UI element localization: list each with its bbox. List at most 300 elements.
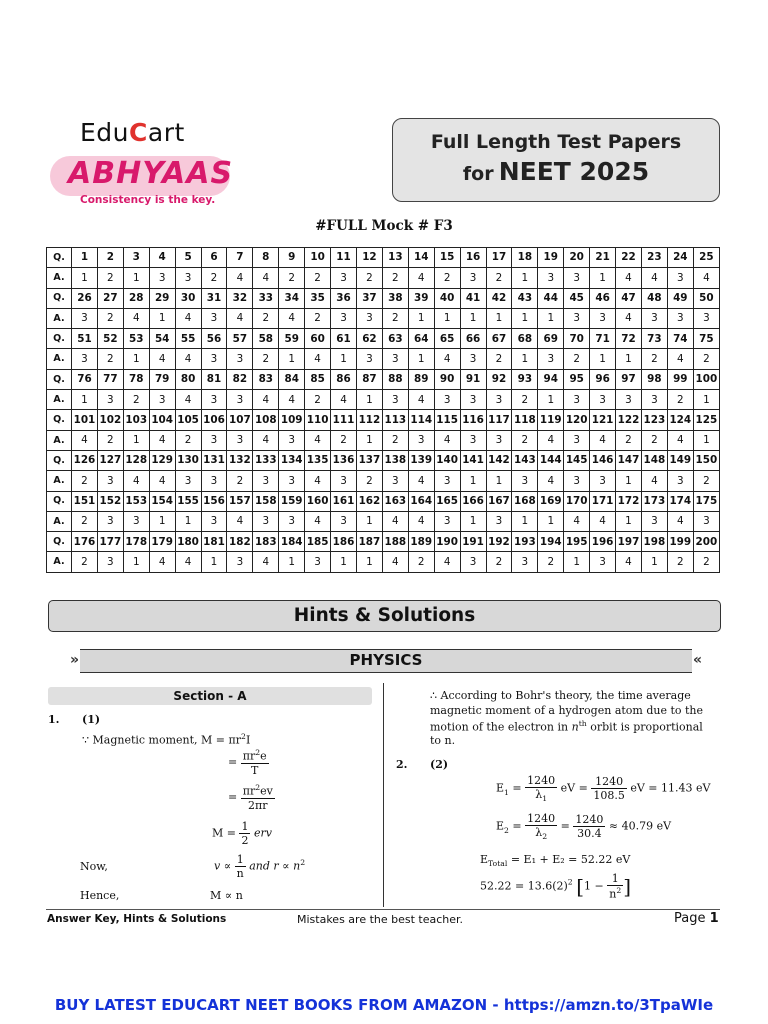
question-number-cell: 107 [227, 410, 253, 430]
q1-result: M ∝ n [210, 889, 243, 902]
answer-cell: 2 [434, 268, 460, 288]
question-number-cell: 61 [331, 329, 357, 349]
answer-cell: 4 [382, 552, 408, 572]
question-number-cell: 23 [641, 248, 667, 268]
question-number-cell: 56 [201, 329, 227, 349]
question-number-cell: 38 [382, 288, 408, 308]
answer-cell: 3 [253, 511, 279, 531]
question-number-cell: 197 [616, 532, 642, 552]
question-number-cell: 26 [72, 288, 98, 308]
answer-key-table [46, 247, 720, 573]
answer-cell: 4 [667, 511, 693, 531]
question-number-cell: 92 [486, 369, 512, 389]
question-number-cell: 160 [305, 491, 331, 511]
question-number-cell: 189 [408, 532, 434, 552]
answer-cell: 3 [538, 349, 564, 369]
question-number-cell: 191 [460, 532, 486, 552]
question-number-cell: 80 [175, 369, 201, 389]
question-number-cell: 162 [356, 491, 382, 511]
question-number-cell: 155 [175, 491, 201, 511]
answer-cell: 4 [253, 430, 279, 450]
answer-cell: 1 [538, 390, 564, 410]
hints-solutions-heading: Hints & Solutions [48, 600, 721, 632]
answer-cell: 4 [616, 268, 642, 288]
question-number-cell: 30 [175, 288, 201, 308]
question-number-cell: 135 [305, 450, 331, 470]
answer-cell: 3 [201, 511, 227, 531]
question-number-cell: 45 [564, 288, 590, 308]
question-number-cell: 36 [331, 288, 357, 308]
title-for: for [462, 163, 494, 185]
question-number-cell: 115 [434, 410, 460, 430]
answer-cell: 1 [641, 552, 667, 572]
question-number-cell: 123 [641, 410, 667, 430]
answer-cell: 2 [97, 308, 123, 328]
answer-cell: 3 [408, 430, 434, 450]
answer-cell: 3 [72, 308, 98, 328]
answer-cell: 1 [175, 511, 201, 531]
answer-cell: 1 [123, 552, 149, 572]
answer-cell: 4 [641, 471, 667, 491]
answer-cell: 3 [97, 511, 123, 531]
a-label-cell: A. [47, 308, 72, 328]
question-number-cell: 6 [201, 248, 227, 268]
question-number-cell: 4 [149, 248, 175, 268]
answer-cell: 3 [382, 390, 408, 410]
answer-cell: 2 [227, 471, 253, 491]
abhyaas-brand: ABHYAAS [68, 156, 234, 191]
question-number-cell: 88 [382, 369, 408, 389]
answer-cell: 3 [123, 511, 149, 531]
answer-cell: 3 [693, 511, 719, 531]
question-number-cell: 78 [123, 369, 149, 389]
answer-cell: 2 [97, 430, 123, 450]
question-number-cell: 62 [356, 329, 382, 349]
answer-row [47, 308, 720, 328]
answer-cell: 3 [356, 349, 382, 369]
answer-cell: 1 [512, 308, 538, 328]
question-number-cell: 11 [331, 248, 357, 268]
question-number-cell: 126 [72, 450, 98, 470]
question-number-cell: 40 [434, 288, 460, 308]
answer-cell: 4 [149, 430, 175, 450]
question-number-cell: 69 [538, 329, 564, 349]
right-line1: ∴ According to Bohr's theory, the time average [430, 689, 691, 702]
answer-cell: 3 [201, 308, 227, 328]
question-number-cell: 168 [512, 491, 538, 511]
answer-cell: 4 [149, 471, 175, 491]
question-number-cell: 119 [538, 410, 564, 430]
question-number-cell: 9 [279, 248, 305, 268]
question-number-cell: 136 [331, 450, 357, 470]
educart-wordmark: EduCart [80, 118, 185, 147]
question-number-row [47, 329, 720, 349]
question-number-row [47, 532, 720, 552]
question-number-cell: 190 [434, 532, 460, 552]
answer-cell: 4 [149, 349, 175, 369]
answer-cell: 4 [408, 511, 434, 531]
question-number-cell: 15 [434, 248, 460, 268]
question-number-cell: 153 [123, 491, 149, 511]
answer-cell: 3 [486, 430, 512, 450]
answer-cell: 4 [408, 390, 434, 410]
answer-cell: 4 [175, 390, 201, 410]
question-number-cell: 70 [564, 329, 590, 349]
question-number-cell: 10 [305, 248, 331, 268]
a-label-cell: A. [47, 268, 72, 288]
answer-cell: 2 [175, 430, 201, 450]
answer-cell: 3 [460, 430, 486, 450]
answer-cell: 3 [667, 308, 693, 328]
answer-cell: 3 [72, 349, 98, 369]
answer-cell: 1 [693, 430, 719, 450]
answer-cell: 2 [97, 349, 123, 369]
question-number-cell: 76 [72, 369, 98, 389]
answer-cell: 3 [667, 471, 693, 491]
question-number-cell: 46 [590, 288, 616, 308]
answer-cell: 1 [149, 308, 175, 328]
answer-cell: 2 [408, 552, 434, 572]
question-number-cell: 91 [460, 369, 486, 389]
answer-cell: 3 [564, 471, 590, 491]
answer-cell: 4 [538, 430, 564, 450]
right-line4: to n. [430, 734, 456, 747]
answer-cell: 2 [616, 430, 642, 450]
answer-cell: 3 [382, 349, 408, 369]
right-line3: motion of the electron in $n^{th}$ orbit is proportional [430, 719, 703, 734]
question-number-cell: 183 [253, 532, 279, 552]
answer-cell: 4 [305, 511, 331, 531]
question-number-cell: 133 [253, 450, 279, 470]
answer-cell: 1 [616, 511, 642, 531]
question-number-cell: 171 [590, 491, 616, 511]
answer-cell: 3 [201, 349, 227, 369]
q2-number: 2. [396, 758, 408, 771]
answer-cell: 3 [305, 552, 331, 572]
answer-cell: 4 [434, 552, 460, 572]
question-number-cell: 97 [616, 369, 642, 389]
answer-cell: 1 [331, 349, 357, 369]
answer-cell: 1 [538, 308, 564, 328]
question-number-cell: 8 [253, 248, 279, 268]
question-number-cell: 3 [123, 248, 149, 268]
answer-cell: 3 [641, 511, 667, 531]
answer-row [47, 552, 720, 572]
answer-cell: 1 [512, 268, 538, 288]
question-number-row [47, 369, 720, 389]
q-label-cell: Q. [47, 410, 72, 430]
q2-answer: (2) [430, 758, 449, 771]
a-label-cell: A. [47, 511, 72, 531]
answer-row [47, 511, 720, 531]
answer-cell: 2 [356, 268, 382, 288]
answer-cell: 2 [667, 552, 693, 572]
answer-cell: 4 [123, 308, 149, 328]
question-number-cell: 200 [693, 532, 719, 552]
answer-cell: 1 [356, 390, 382, 410]
question-number-cell: 143 [512, 450, 538, 470]
answer-cell: 4 [227, 268, 253, 288]
title-line1: Full Length Test Papers [430, 131, 682, 153]
answer-cell: 3 [201, 390, 227, 410]
question-number-row [47, 491, 720, 511]
question-number-cell: 2 [97, 248, 123, 268]
question-number-cell: 111 [331, 410, 357, 430]
question-number-cell: 174 [667, 491, 693, 511]
answer-cell: 2 [382, 268, 408, 288]
answer-cell: 3 [460, 552, 486, 572]
question-number-cell: 109 [279, 410, 305, 430]
answer-cell: 4 [227, 308, 253, 328]
question-number-cell: 54 [149, 329, 175, 349]
right-line2: magnetic moment of a hydrogen atom due to the [430, 704, 704, 717]
answer-cell: 3 [641, 308, 667, 328]
question-number-cell: 37 [356, 288, 382, 308]
question-number-cell: 28 [123, 288, 149, 308]
question-number-cell: 50 [693, 288, 719, 308]
question-number-cell: 41 [460, 288, 486, 308]
answer-cell: 2 [641, 349, 667, 369]
logo-tagline: Consistency is the key. [80, 194, 216, 206]
answer-cell: 1 [460, 308, 486, 328]
answer-cell: 3 [564, 268, 590, 288]
question-number-cell: 84 [279, 369, 305, 389]
answer-cell: 3 [564, 308, 590, 328]
answer-cell: 3 [512, 471, 538, 491]
question-number-cell: 22 [616, 248, 642, 268]
question-number-cell: 47 [616, 288, 642, 308]
answer-cell: 1 [564, 552, 590, 572]
answer-cell: 4 [253, 268, 279, 288]
question-number-cell: 60 [305, 329, 331, 349]
a-label-cell: A. [47, 471, 72, 491]
answer-cell: 2 [667, 390, 693, 410]
question-number-cell: 7 [227, 248, 253, 268]
question-number-cell: 140 [434, 450, 460, 470]
question-number-cell: 147 [616, 450, 642, 470]
question-number-cell: 96 [590, 369, 616, 389]
question-number-cell: 120 [564, 410, 590, 430]
answer-cell: 1 [408, 308, 434, 328]
footer-left: Answer Key, Hints & Solutions [47, 913, 227, 925]
answer-cell: 3 [434, 390, 460, 410]
question-number-cell: 113 [382, 410, 408, 430]
q2-e1: $E_1$ = $\frac{1240}{\lambda_1}$ eV = $\frac{1240}{108.5}$ eV = 11.43 eV [496, 774, 711, 804]
answer-cell: 2 [253, 308, 279, 328]
q1-hence: Hence, [80, 889, 120, 902]
question-number-cell: 145 [564, 450, 590, 470]
answer-cell: 4 [253, 552, 279, 572]
answer-cell: 3 [538, 268, 564, 288]
answer-cell: 1 [512, 349, 538, 369]
answer-cell: 4 [123, 471, 149, 491]
question-number-cell: 19 [538, 248, 564, 268]
answer-cell: 3 [253, 471, 279, 491]
answer-row [47, 268, 720, 288]
footer-motto: Mistakes are the best teacher. [297, 913, 464, 926]
answer-cell: 1 [123, 268, 149, 288]
question-number-cell: 20 [564, 248, 590, 268]
answer-cell: 1 [279, 552, 305, 572]
question-number-cell: 86 [331, 369, 357, 389]
answer-cell: 3 [382, 471, 408, 491]
question-number-cell: 53 [123, 329, 149, 349]
a-label-cell: A. [47, 349, 72, 369]
question-number-cell: 152 [97, 491, 123, 511]
question-number-cell: 1 [72, 248, 98, 268]
answer-cell: 4 [279, 308, 305, 328]
answer-cell: 3 [227, 390, 253, 410]
answer-cell: 4 [279, 390, 305, 410]
question-number-cell: 102 [97, 410, 123, 430]
question-number-cell: 148 [641, 450, 667, 470]
answer-cell: 1 [460, 511, 486, 531]
physics-banner [72, 647, 700, 673]
answer-cell: 3 [590, 390, 616, 410]
question-number-cell: 48 [641, 288, 667, 308]
question-number-cell: 124 [667, 410, 693, 430]
question-number-cell: 98 [641, 369, 667, 389]
question-number-cell: 12 [356, 248, 382, 268]
question-number-cell: 17 [486, 248, 512, 268]
question-number-cell: 90 [434, 369, 460, 389]
answer-cell: 3 [590, 471, 616, 491]
answer-cell: 4 [538, 471, 564, 491]
q-label-cell: Q. [47, 450, 72, 470]
answer-cell: 4 [305, 471, 331, 491]
question-number-cell: 172 [616, 491, 642, 511]
answer-key-body [47, 248, 720, 573]
answer-cell: 4 [408, 471, 434, 491]
question-number-cell: 166 [460, 491, 486, 511]
q2-etotal: $E_{Total} = E_1 + E_2 = 52.22$ eV [480, 853, 631, 869]
answer-cell: 4 [590, 511, 616, 531]
question-number-cell: 79 [149, 369, 175, 389]
answer-cell: 3 [564, 430, 590, 450]
answer-cell: 3 [227, 349, 253, 369]
answer-cell: 3 [331, 471, 357, 491]
question-number-cell: 29 [149, 288, 175, 308]
question-number-cell: 110 [305, 410, 331, 430]
buy-books-link[interactable]: BUY LATEST EDUCART NEET BOOKS FROM AMAZON - https://amzn.to/3TpaWIe [54, 996, 714, 1014]
answer-cell: 3 [356, 308, 382, 328]
question-number-cell: 199 [667, 532, 693, 552]
answer-cell: 4 [667, 349, 693, 369]
question-number-cell: 83 [253, 369, 279, 389]
question-number-cell: 176 [72, 532, 98, 552]
answer-cell: 1 [434, 308, 460, 328]
mock-title: #FULL Mock # F3 [315, 218, 453, 234]
answer-cell: 2 [97, 268, 123, 288]
a-label-cell: A. [47, 390, 72, 410]
question-number-cell: 167 [486, 491, 512, 511]
question-number-cell: 81 [201, 369, 227, 389]
answer-cell: 4 [693, 268, 719, 288]
question-number-cell: 32 [227, 288, 253, 308]
answer-cell: 1 [72, 268, 98, 288]
q1-step2: = $\frac{\pi r^2e}{T}$ [228, 748, 267, 777]
question-number-cell: 180 [175, 532, 201, 552]
question-number-cell: 195 [564, 532, 590, 552]
answer-cell: 2 [693, 349, 719, 369]
answer-cell: 3 [201, 430, 227, 450]
answer-row [47, 471, 720, 491]
q-label-cell: Q. [47, 369, 72, 389]
question-number-cell: 192 [486, 532, 512, 552]
question-number-cell: 121 [590, 410, 616, 430]
question-number-cell: 132 [227, 450, 253, 470]
question-number-cell: 87 [356, 369, 382, 389]
answer-cell: 3 [616, 390, 642, 410]
answer-cell: 3 [97, 552, 123, 572]
question-number-cell: 125 [693, 410, 719, 430]
answer-cell: 4 [408, 268, 434, 288]
double-chevron-left-icon: « [692, 652, 702, 668]
answer-cell: 1 [356, 511, 382, 531]
answer-cell: 2 [331, 430, 357, 450]
question-number-cell: 138 [382, 450, 408, 470]
question-number-cell: 103 [123, 410, 149, 430]
answer-cell: 1 [486, 471, 512, 491]
answer-cell: 1 [590, 349, 616, 369]
answer-cell: 4 [305, 430, 331, 450]
answer-cell: 4 [590, 430, 616, 450]
answer-cell: 3 [564, 390, 590, 410]
answer-cell: 3 [149, 390, 175, 410]
question-number-cell: 13 [382, 248, 408, 268]
answer-cell: 2 [486, 268, 512, 288]
answer-cell: 1 [693, 390, 719, 410]
question-number-cell: 68 [512, 329, 538, 349]
question-number-cell: 122 [616, 410, 642, 430]
q1-step4: M = $\frac{1}{2}$ erv [212, 820, 272, 847]
answer-cell: 4 [227, 511, 253, 531]
answer-row [47, 349, 720, 369]
question-number-cell: 85 [305, 369, 331, 389]
question-number-cell: 35 [305, 288, 331, 308]
answer-cell: 3 [460, 349, 486, 369]
question-number-cell: 77 [97, 369, 123, 389]
answer-cell: 1 [356, 430, 382, 450]
q2-last-line: $52.22 = 13.6(2)^2$ [1 − $\frac{1}{n^2}$ ] [480, 872, 632, 901]
answer-cell: 1 [486, 308, 512, 328]
answer-cell: 2 [693, 552, 719, 572]
question-number-cell: 74 [667, 329, 693, 349]
q-label-cell: Q. [47, 491, 72, 511]
answer-cell: 1 [408, 349, 434, 369]
question-number-cell: 24 [667, 248, 693, 268]
question-number-cell: 198 [641, 532, 667, 552]
answer-cell: 3 [201, 471, 227, 491]
question-number-cell: 63 [382, 329, 408, 349]
answer-cell: 3 [641, 390, 667, 410]
answer-cell: 2 [72, 471, 98, 491]
answer-cell: 3 [486, 390, 512, 410]
question-number-cell: 159 [279, 491, 305, 511]
answer-cell: 2 [564, 349, 590, 369]
question-number-cell: 14 [408, 248, 434, 268]
answer-cell: 3 [693, 308, 719, 328]
question-number-cell: 43 [512, 288, 538, 308]
q2-e2: $E_2$ = $\frac{1240}{\lambda_2}$ = $\frac{1240}{30.4}$ ≈ 40.79 eV [496, 812, 672, 842]
answer-cell: 2 [641, 430, 667, 450]
answer-cell: 4 [667, 430, 693, 450]
question-number-cell: 141 [460, 450, 486, 470]
q1-step3: = $\frac{\pi r^2ev}{2\pi r}$ [228, 783, 273, 812]
q1-line1: ∵ Magnetic moment, $M = \pi r^2I$ [82, 732, 251, 747]
answer-cell: 1 [279, 349, 305, 369]
question-number-cell: 117 [486, 410, 512, 430]
